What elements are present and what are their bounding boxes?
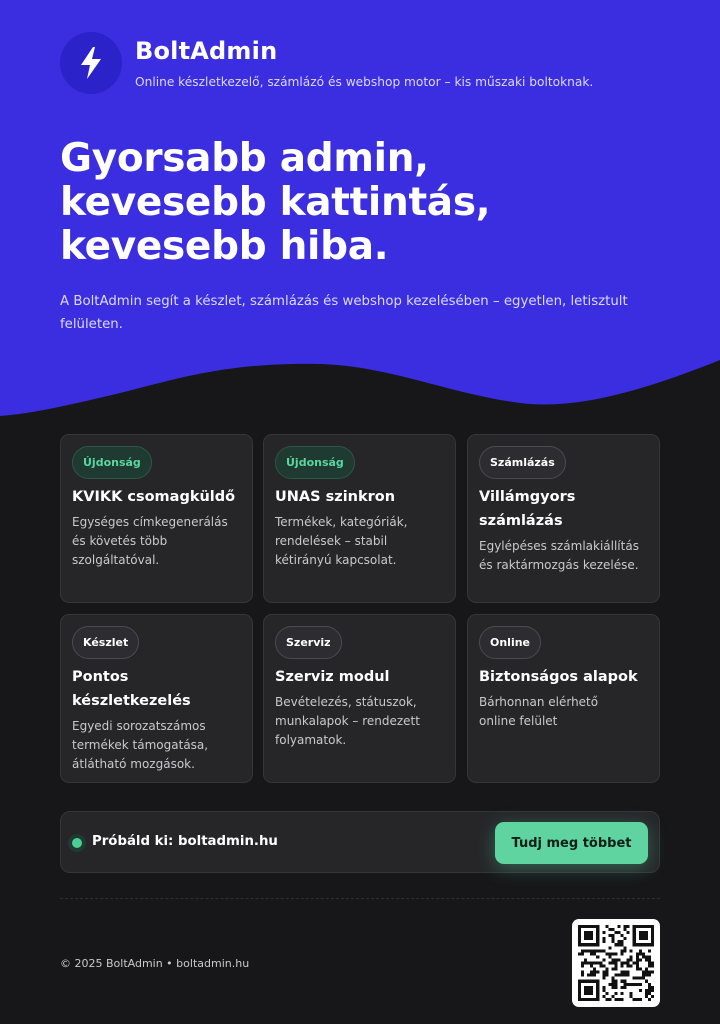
footer-copyright: © 2025 BoltAdmin • boltadmin.hu — [60, 957, 250, 970]
feature-title: KVIKK csomagküldő — [72, 489, 236, 505]
feature-desc: Termékek, kategóriák, rendelések – stabil kétirányú kapcsolat. — [275, 515, 408, 567]
feature-desc: Egylépéses számlakiállítás és raktármozgás kezelése. — [479, 539, 639, 572]
feature-title: Villámgyors számlázás — [479, 489, 576, 529]
qr-code-icon[interactable] — [572, 919, 660, 1007]
feature-badge: Online — [479, 626, 541, 659]
feature-card-online — [467, 614, 660, 783]
feature-desc: Egyedi sorozatszámos termékek támogatása, átlátható mozgások. — [72, 719, 209, 771]
feature-title: Biztonságos alapok — [479, 669, 638, 685]
feature-badge: Számlázás — [479, 446, 566, 479]
header — [60, 32, 593, 94]
feature-card-keszlet — [60, 614, 253, 783]
feature-desc: Bárhonnan elérhető online felület — [479, 695, 599, 728]
headline-line-3: kevesebb hiba. — [60, 224, 389, 269]
footer-divider — [60, 898, 660, 899]
feature-title: UNAS szinkron — [275, 489, 396, 505]
status-dot-icon — [68, 834, 86, 852]
learn-more-button[interactable]: Tudj meg többet — [495, 822, 648, 864]
cta-text[interactable]: Próbáld ki: boltadmin.hu — [92, 834, 278, 849]
feature-badge: Készlet — [72, 626, 139, 659]
brand-name: BoltAdmin — [135, 37, 278, 65]
cta-bar — [60, 811, 660, 873]
brand — [135, 32, 593, 89]
headline-line-2: kevesebb kattintás, — [60, 180, 491, 225]
feature-card-kvikk — [60, 434, 253, 603]
feature-title: Pontos készletkezelés — [72, 669, 191, 709]
feature-desc: Egységes címkegenerálás és követés több szolgáltatóval. — [72, 515, 228, 567]
hero-headline — [60, 137, 490, 269]
lightning-bolt-icon[interactable] — [60, 32, 122, 94]
brand-tagline: Online készletkezelő, számlázó és webshop motor – kis műszaki boltoknak. — [135, 75, 594, 89]
feature-card-unas — [263, 434, 456, 603]
feature-title: Szerviz modul — [275, 669, 390, 685]
feature-card-szerviz — [263, 614, 456, 783]
headline-line-1: Gyorsabb admin, — [60, 136, 429, 181]
feature-badge: Újdonság — [72, 446, 152, 479]
hero-lead: A BoltAdmin segít a készlet, számlázás és webshop kezelésében – egyetlen, letisztult felületen. — [60, 294, 628, 332]
feature-badge: Szerviz — [275, 626, 342, 659]
feature-badge: Újdonság — [275, 446, 355, 479]
feature-desc: Bevételezés, státuszok, munkalapok – rendezett folyamatok. — [275, 695, 420, 747]
feature-card-szamlazas — [467, 434, 660, 603]
